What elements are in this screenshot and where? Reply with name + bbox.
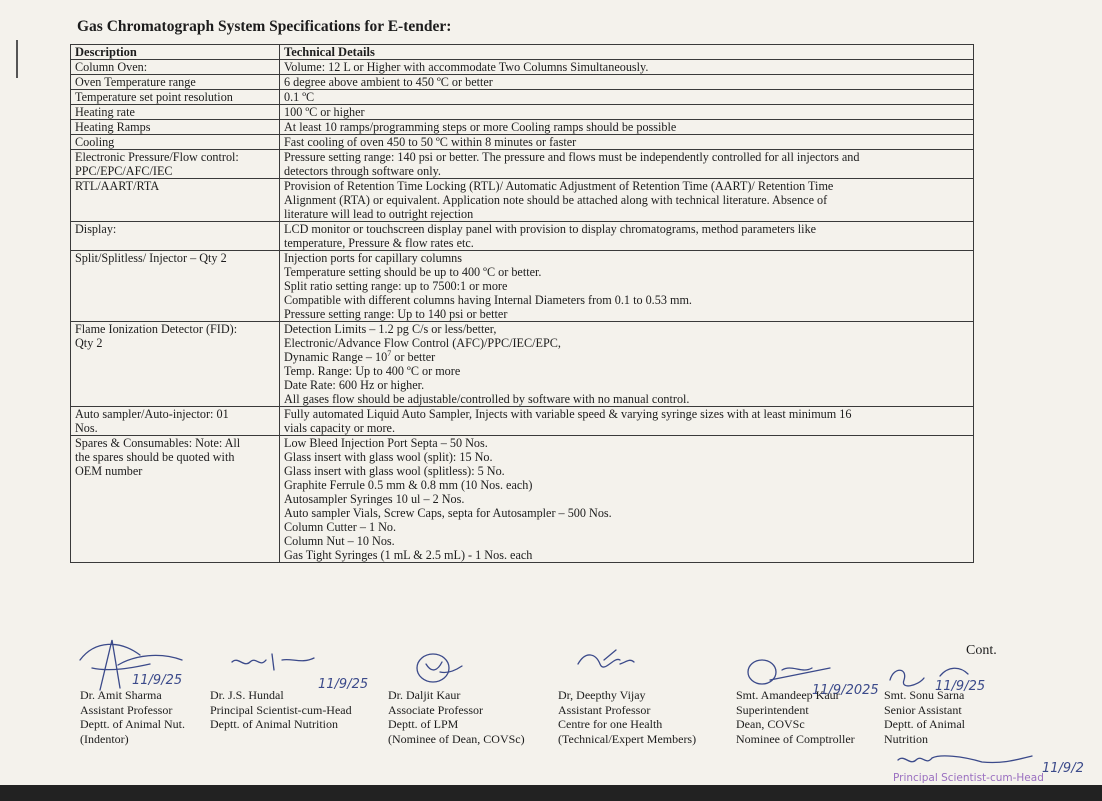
description-cell <box>71 90 280 105</box>
table-row <box>71 75 974 90</box>
details-text: Gas Tight Syringes (1 mL & 2.5 mL) - 1 Nos. each <box>284 548 533 562</box>
details-line <box>284 378 969 392</box>
signatory-title: Principal Scientist-cum-Head <box>210 702 352 717</box>
description-cell <box>71 436 280 563</box>
details-line <box>284 534 969 548</box>
details-text: All gases flow should be adjustable/controlled by software with no manual control. <box>284 392 690 406</box>
details-cell <box>280 407 974 436</box>
details-line <box>284 478 969 492</box>
details-line <box>284 307 969 321</box>
details-text: Temperature setting should be up to 400 ºC or better. <box>284 265 542 279</box>
description-line: Oven Temperature range <box>75 75 196 89</box>
details-text: Column Nut – 10 Nos. <box>284 534 395 548</box>
details-cell <box>280 60 974 75</box>
signatory-role: (Nominee of Dean, COVSc) <box>388 731 525 746</box>
signatory-name: Smt. Sonu Sarna <box>884 688 965 702</box>
details-line <box>284 222 969 236</box>
table-row <box>71 60 974 75</box>
details-line <box>284 236 969 250</box>
bottom-bar <box>0 785 1102 801</box>
signatory-6 <box>884 688 965 746</box>
details-line <box>284 207 969 221</box>
description-line: the spares should be quoted with <box>75 450 235 464</box>
table-row <box>71 407 974 436</box>
document-title: Gas Chromatograph System Specifications for E-tender: <box>77 18 452 35</box>
description-line: RTL/AART/RTA <box>75 179 160 193</box>
details-text: Graphite Ferrule 0.5 mm & 0.8 mm (10 Nos. each) <box>284 478 533 492</box>
signatory-name: Dr. Daljit Kaur <box>388 688 461 702</box>
details-text: 6 degree above ambient to 450 ºC or better <box>284 75 493 89</box>
details-text: Split ratio setting range: up to 7500:1 or more <box>284 279 508 293</box>
details-cell <box>280 150 974 179</box>
signatory-dept: Deptt. of LPM <box>388 717 459 731</box>
details-text: At least 10 ramps/programming steps or more Cooling ramps should be possible <box>284 120 677 134</box>
details-line <box>284 450 969 464</box>
details-line <box>284 120 969 134</box>
signatory-role: (Technical/Expert Members) <box>558 731 697 746</box>
description-cell <box>71 135 280 150</box>
continued-label: Cont. <box>966 643 997 658</box>
details-line <box>284 322 969 336</box>
details-line <box>284 135 969 149</box>
description-cell <box>71 150 280 179</box>
signatory-role: Nominee of Comptroller <box>736 731 855 746</box>
details-text: vials capacity or more. <box>284 421 395 435</box>
margin-mark <box>16 40 18 78</box>
details-line <box>284 75 969 89</box>
details-text: detectors through software only. <box>284 164 441 178</box>
signatory-title: Assistant Professor <box>80 702 173 717</box>
details-text: Dynamic Range – 10 <box>284 350 388 364</box>
table-row <box>71 436 974 563</box>
details-text: Alignment (RTA) or equivalent. Application note should be attached along with technical literature. Absence of <box>284 193 828 207</box>
description-cell <box>71 322 280 407</box>
details-line <box>284 60 969 74</box>
details-cell <box>280 222 974 251</box>
description-cell <box>71 407 280 436</box>
description-line: PPC/EPC/AFC/IEC <box>75 164 173 178</box>
signatory-title: Assistant Professor <box>558 702 651 717</box>
signatory-dept: Deptt. of Animal Nutrition <box>210 717 338 731</box>
details-text: Temp. Range: Up to 400 ºC or more <box>284 364 461 378</box>
signatory-4 <box>558 688 696 746</box>
details-cell <box>280 90 974 105</box>
table-row <box>71 105 974 120</box>
table-row <box>71 251 974 322</box>
details-cell <box>280 322 974 407</box>
details-line <box>284 336 969 350</box>
details-cell <box>280 251 974 322</box>
signatory-role: Nutrition <box>884 731 928 746</box>
details-text: Provision of Retention Time Locking (RTL)/ Automatic Adjustment of Retention Time (AART)/ Retention Time <box>284 179 834 193</box>
details-text: Detection Limits – 1.2 pg C/s or less/better, <box>284 322 497 336</box>
spec-table <box>70 44 974 563</box>
description-line: Nos. <box>75 421 98 435</box>
signatory-3 <box>388 688 525 746</box>
handwritten-date-4: 11/9/25 <box>935 679 986 694</box>
signatory-name: Smt. Amandeep Kaur <box>736 688 840 702</box>
description-line: Qty 2 <box>75 336 103 350</box>
details-line <box>284 464 969 478</box>
description-line: Column Oven: <box>75 60 148 74</box>
description-cell <box>71 120 280 135</box>
description-line: Heating Ramps <box>75 120 151 134</box>
details-text: Glass insert with glass wool (splitless): 5 No. <box>284 464 505 478</box>
details-text: Compatible with different columns having Internal Diameters from 0.1 to 0.53 mm. <box>284 293 692 307</box>
description-cell <box>71 251 280 322</box>
signatory-name: Dr. Amit Sharma <box>80 688 162 702</box>
details-text: Column Cutter – 1 No. <box>284 520 397 534</box>
details-line <box>284 506 969 520</box>
details-text: Low Bleed Injection Port Septa – 50 Nos. <box>284 436 488 450</box>
details-line <box>284 150 969 164</box>
details-line <box>284 293 969 307</box>
details-text: Glass insert with glass wool (split): 15 No. <box>284 450 493 464</box>
table-row <box>71 90 974 105</box>
description-cell <box>71 222 280 251</box>
header-description: Description <box>71 45 280 60</box>
handwritten-date-3: 11/9/2025 <box>812 683 879 698</box>
details-text: literature will lead to outright rejection <box>284 207 474 221</box>
details-line <box>284 421 969 435</box>
details-text: Pressure setting range: 140 psi or better. The pressure and flows must be independently controlled for all injectors and <box>284 150 860 164</box>
signatory-dept: Dean, COVSc <box>736 717 805 731</box>
details-line <box>284 350 969 364</box>
description-cell <box>71 179 280 222</box>
details-line <box>284 164 969 178</box>
details-line <box>284 90 969 104</box>
table-row <box>71 322 974 407</box>
description-line: OEM number <box>75 464 143 478</box>
table-row <box>71 222 974 251</box>
signatory-title: Senior Assistant <box>884 702 962 717</box>
handwritten-date-5: 11/9/2 <box>1042 761 1084 776</box>
details-text: Electronic/Advance Flow Control (AFC)/PPC/IEC/EPC, <box>284 336 561 350</box>
details-cell <box>280 120 974 135</box>
description-line: Split/Splitless/ Injector – Qty 2 <box>75 251 227 265</box>
signatory-dept: Centre for one Health <box>558 717 663 731</box>
details-cell <box>280 135 974 150</box>
details-line <box>284 179 969 193</box>
handwritten-date-2: 11/9/25 <box>318 677 369 692</box>
details-text: Fully automated Liquid Auto Sampler, Injects with variable speed & varying syringe sizes with at least minimum 16 <box>284 407 852 421</box>
table-row <box>71 179 974 222</box>
description-line: Spares & Consumables: Note: All <box>75 436 241 450</box>
table-row <box>71 120 974 135</box>
details-line <box>284 279 969 293</box>
header-technical-details: Technical Details <box>280 45 974 60</box>
details-line <box>284 251 969 265</box>
signatory-2 <box>210 688 352 732</box>
signatory-role: (Indentor) <box>80 731 129 746</box>
details-cell <box>280 105 974 120</box>
description-line: Display: <box>75 222 117 236</box>
details-line <box>284 436 969 450</box>
details-cell <box>280 75 974 90</box>
dynamic-range-exponent: 7 <box>387 348 392 358</box>
signatory-title: Associate Professor <box>388 702 483 717</box>
details-line <box>284 407 969 421</box>
details-line <box>284 548 969 562</box>
details-text: Injection ports for capillary columns <box>284 251 463 265</box>
details-line <box>284 193 969 207</box>
details-text: Date Rate: 600 Hz or higher. <box>284 378 425 392</box>
description-line: Cooling <box>75 135 115 149</box>
table-row <box>71 135 974 150</box>
details-text: Auto sampler Vials, Screw Caps, septa for Autosampler – 500 Nos. <box>284 506 612 520</box>
details-cell <box>280 436 974 563</box>
details-line <box>284 520 969 534</box>
details-text: 0.1 ºC <box>284 90 315 104</box>
official-stamp: Principal Scientist-cum-Head <box>893 772 1044 784</box>
description-line: Temperature set point resolution <box>75 90 233 104</box>
table-header-row <box>71 45 974 60</box>
signatory-5 <box>736 688 855 746</box>
details-text: Volume: 12 L or Higher with accommodate Two Columns Simultaneously. <box>284 60 649 74</box>
details-text: Pressure setting range: Up to 140 psi or better <box>284 307 508 321</box>
details-line <box>284 105 969 119</box>
description-line: Electronic Pressure/Flow control: <box>75 150 239 164</box>
description-line: Auto sampler/Auto-injector: 01 <box>75 407 229 421</box>
signatory-dept: Deptt. of Animal Nut. <box>80 717 185 731</box>
dynamic-range-suffix: or better <box>391 350 436 364</box>
details-text: LCD monitor or touchscreen display panel with provision to display chromatograms, method parameters like <box>284 222 817 236</box>
description-cell <box>71 105 280 120</box>
details-line <box>284 492 969 506</box>
details-text: Autosampler Syringes 10 ul – 2 Nos. <box>284 492 465 506</box>
details-cell <box>280 179 974 222</box>
signatory-dept: Deptt. of Animal <box>884 717 965 731</box>
details-text: temperature, Pressure & flow rates etc. <box>284 236 474 250</box>
handwritten-date-1: 11/9/25 <box>132 673 183 688</box>
description-line: Flame Ionization Detector (FID): <box>75 322 238 336</box>
description-line: Heating rate <box>75 105 135 119</box>
details-text: Fast cooling of oven 450 to 50 ºC within 8 minutes or faster <box>284 135 577 149</box>
signatory-name: Dr, Deepthy Vijay <box>558 688 646 702</box>
signatory-1 <box>80 688 185 746</box>
signatory-title: Superintendent <box>736 702 809 717</box>
description-cell <box>71 60 280 75</box>
details-line <box>284 392 969 406</box>
description-cell <box>71 75 280 90</box>
details-line <box>284 364 969 378</box>
details-line <box>284 265 969 279</box>
signatory-name: Dr. J.S. Hundal <box>210 688 284 702</box>
details-text: 100 ºC or higher <box>284 105 365 119</box>
table-row <box>71 150 974 179</box>
